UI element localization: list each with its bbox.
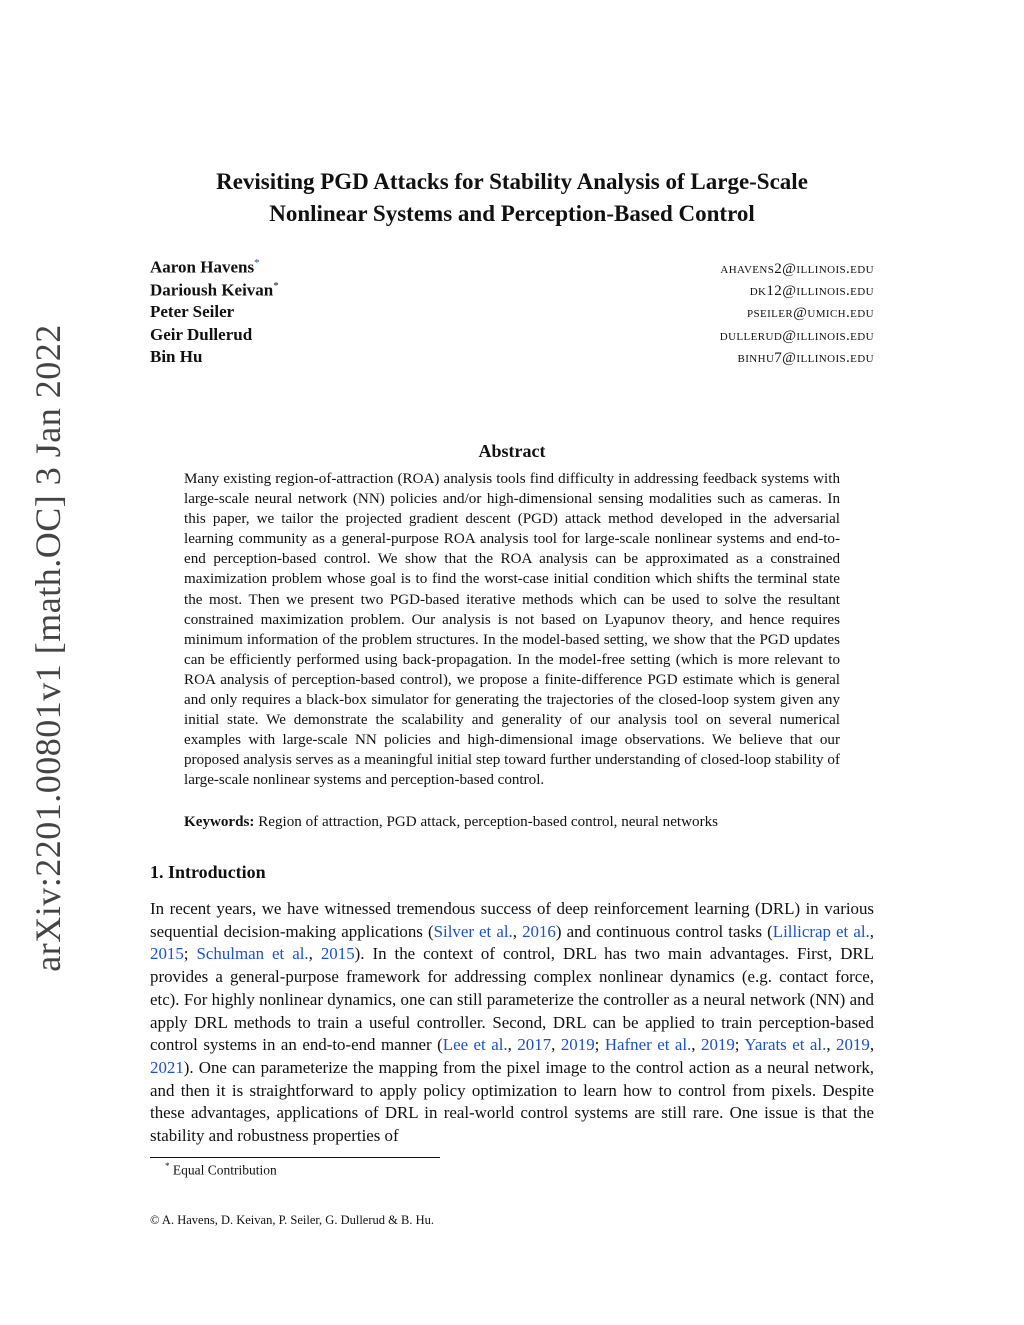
abstract-body: Many existing region-of-attraction (ROA) analysis tools find difficulty in addressing feedback systems with large-scale neural network (NN) policies and/or high-dimensional sensing modalities such as cameras. In this paper, we tailor the projected gradient descent (PGD) attack method developed in the adversarial learning community as a general-purpose ROA analysis tool for large-scale nonlinear systems and end-to-end perception-based control. We show that the ROA analysis can be approximated as a constrained maximization problem whose goal is to find the worst-case initial condition which shifts the terminal state the most. Then we present two PGD-based iterative methods which can be used to solve the resultant constrained maximization problem. Our analysis is not based on Lyapunov theory, and hence requires minimum information of the problem structures. In the model-based setting, we show that the PGD updates can be efficiently performed using back-propagation. In the model-free setting (which is more relevant to ROA analysis of perception-based control), we propose a finite-difference PGD estimate which is general and only requires a black-box simulator for generating the trajectories of the closed-loop system given any initial state. We demonstrate the scalability and generality of our analysis tool on several numerical examples with large-scale NN policies and high-dimensional image observations. We believe that our proposed analysis serves as a meaningful initial step toward further understanding of closed-loop stability of large-scale nonlinear systems and perception-based control. [184, 471, 840, 789]
author-name: Peter Seiler [150, 302, 235, 322]
citation-link[interactable]: Lee et al. [442, 1035, 508, 1055]
title-line-2: Nonlinear Systems and Perception-Based Control [269, 201, 755, 226]
author-email: pseiler@umich.edu [746, 305, 874, 322]
paper-title [150, 166, 874, 230]
citation-link[interactable]: 2019 [560, 1035, 595, 1055]
footnote-text: Equal Contribution [172, 1162, 277, 1178]
keywords-label: Keywords: [184, 814, 255, 830]
arxiv-stamp-text: arXiv:2201.00801v1 [math.OC] 3 Jan 2022 [28, 324, 68, 972]
citation-link[interactable]: Silver et al. [433, 921, 513, 941]
footnote [165, 1161, 277, 1179]
citation-link[interactable]: 2015 [320, 944, 355, 964]
equal-contribution-mark: * [273, 279, 279, 292]
author-name: Aaron Havens* [150, 257, 260, 277]
citation-link[interactable]: 2017 [517, 1035, 552, 1055]
citation-link[interactable]: 2015 [150, 944, 184, 964]
abstract-heading: Abstract [478, 441, 546, 461]
author-row [150, 347, 874, 370]
author-email: dullerud@illinois.edu [719, 327, 874, 344]
author-row [150, 325, 874, 348]
citation-link[interactable]: Lillicrap et al. [772, 921, 870, 941]
author-row [150, 302, 874, 325]
citation-link[interactable]: 2019 [701, 1035, 735, 1055]
citation-link[interactable]: Yarats et al. [744, 1035, 827, 1055]
copyright-line: © A. Havens, D. Keivan, P. Seiler, G. Dullerud & B. Hu. [150, 1213, 434, 1227]
author-list [150, 257, 874, 370]
author-name: Geir Dullerud [150, 324, 253, 344]
footnote-mark: * [165, 1161, 170, 1171]
citation-link[interactable]: 2019 [836, 1035, 870, 1055]
section-heading-introduction: 1. Introduction [150, 862, 266, 882]
citation-link[interactable]: 2021 [150, 1057, 184, 1077]
citation-link[interactable]: 2016 [522, 921, 556, 941]
keywords-text: Region of attraction, PGD attack, perception-based control, neural networks [258, 814, 719, 830]
title-line-1: Revisiting PGD Attacks for Stability Analysis of Large-Scale [216, 169, 808, 194]
author-row [150, 257, 874, 280]
author-email: binhu7@illinois.edu [737, 350, 874, 367]
citation-link[interactable]: Schulman et al. [196, 944, 309, 964]
author-row [150, 280, 874, 303]
keywords [184, 812, 840, 832]
citation-link[interactable]: Hafner et al. [604, 1035, 692, 1055]
author-email: ahavens2@illinois.edu [720, 260, 874, 277]
equal-contribution-mark[interactable]: * [254, 257, 260, 269]
author-name: Bin Hu [150, 347, 203, 367]
footnote-rule [150, 1157, 440, 1158]
author-email: dk12@illinois.edu [749, 283, 874, 300]
introduction-paragraph: In recent years, we have witnessed tremendous success of deep reinforcement learning (DRL) in various sequential decision-making applications (Silver et al., 2016) and continuous control tasks (Lillicrap et al., 2015; Schulman et al., 2015). In the context of control, DRL has two main advantages. First, DRL provides a general-purpose framework for addressing complex nonlinear dynamics (e.g. contact force, etc). For highly nonlinear dynamics, one can still parameterize the controller as a neural network (NN) and apply DRL methods to train a useful controller. Second, DRL can be applied to train perception-based control systems in an end-to-end manner (Lee et al., 2017, 2019; Hafner et al., 2019; Yarats et al., 2019, 2021). One can parameterize the mapping from the pixel image to the control action as a neural network, and then it is straightforward to apply policy optimization to learn how to control from pixels. Despite these advantages, applications of DRL in real-world control systems are still rare. One issue is that the stability and robustness properties of [150, 899, 875, 1146]
author-name: Darioush Keivan* [150, 279, 279, 300]
